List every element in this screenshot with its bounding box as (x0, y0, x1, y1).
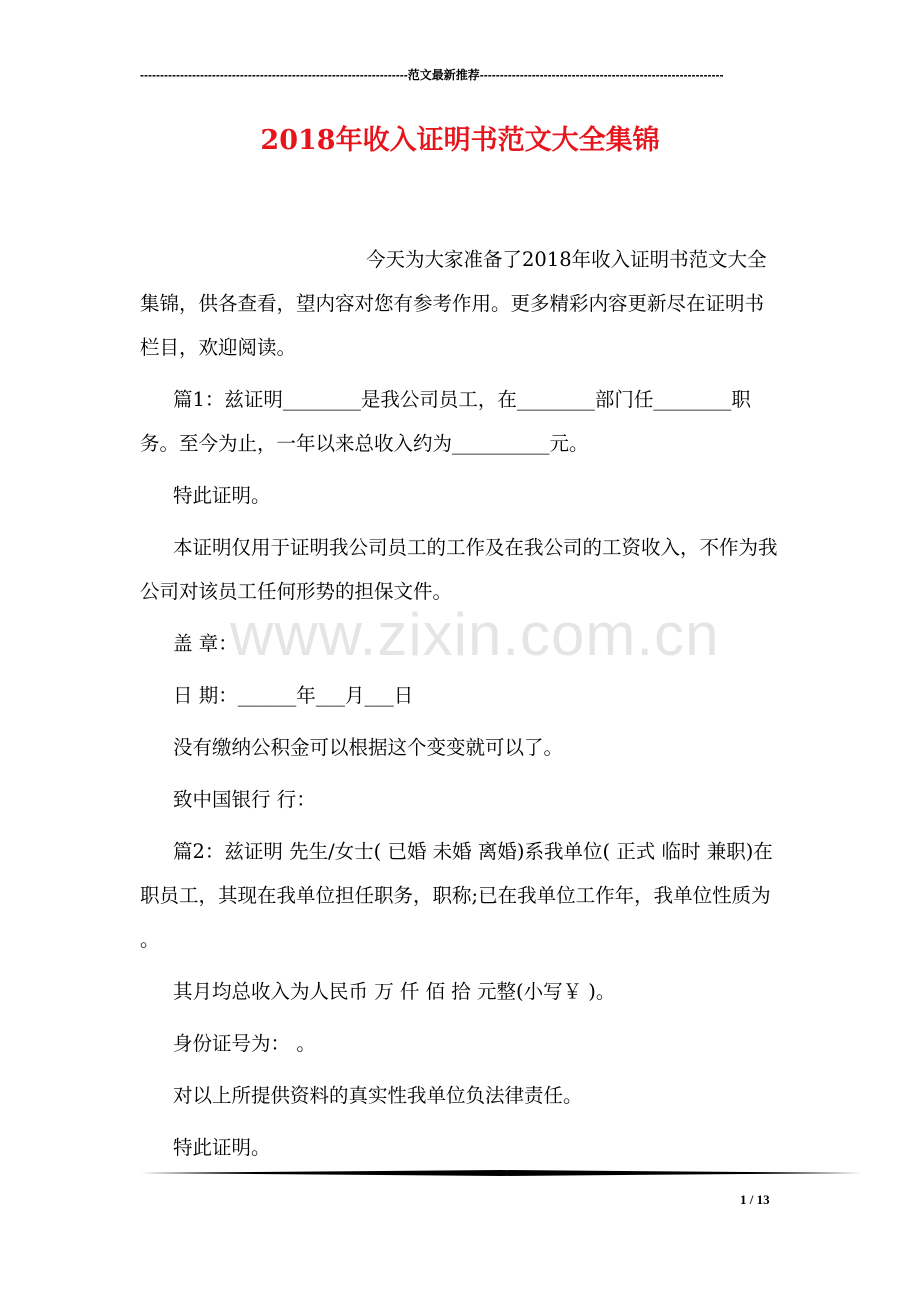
paragraph: 其月均总收入为人民币 万 仟 佰 拾 元整(小写￥ )。 (173, 980, 616, 1003)
paragraph: 篇2：兹证明 先生/女士( 已婚 未婚 离婚)系我单位( 正式 临时 兼职)在职员工，其现在我单位担任职务，职称;已在我单位工作年，我单位性质为 。 (140, 840, 773, 951)
page-number: 1 / 13 (740, 1192, 770, 1207)
paragraph: 对以上所提供资料的真实性我单位负法律责任。 (173, 1084, 583, 1107)
document-title: 2018年收入证明书范文大全集锦 (260, 125, 660, 156)
paragraph: 身份证号为： 。 (173, 1032, 316, 1055)
page-header: -------------------------------------------------------------------范文最新推荐------------------------------------------------------------- (140, 68, 724, 82)
watermark: www.zixin.com.cn (230, 601, 720, 668)
intro-paragraph: 今天为大家准备了2018年收入证明书范文大全集锦，供各查看，望内容对您有参考作用。更多精彩内容更新尽在证明书栏目，欢迎阅读。 (140, 248, 767, 359)
footer-rule (140, 1170, 862, 1176)
paragraph: 致中国银行 行： (173, 788, 316, 811)
paragraph: 特此证明。 (173, 484, 271, 507)
paragraph: 盖 章： (173, 632, 238, 655)
paragraph: 特此证明。 (173, 1136, 271, 1159)
document-body (140, 238, 782, 1178)
paragraph: 本证明仅用于证明我公司员工的工作及在我公司的工资收入，不作为我公司对该员工任何形势的担保文件。 (140, 536, 778, 603)
paragraph: 没有缴纳公积金可以根据这个变变就可以了。 (173, 736, 564, 759)
paragraph: 篇1：兹证明________是我公司员工，在________部门任________职务。至今为止，一年以来总收入约为__________元。 (140, 388, 751, 455)
paragraph: 日 期：______年___月___日 (173, 684, 414, 707)
